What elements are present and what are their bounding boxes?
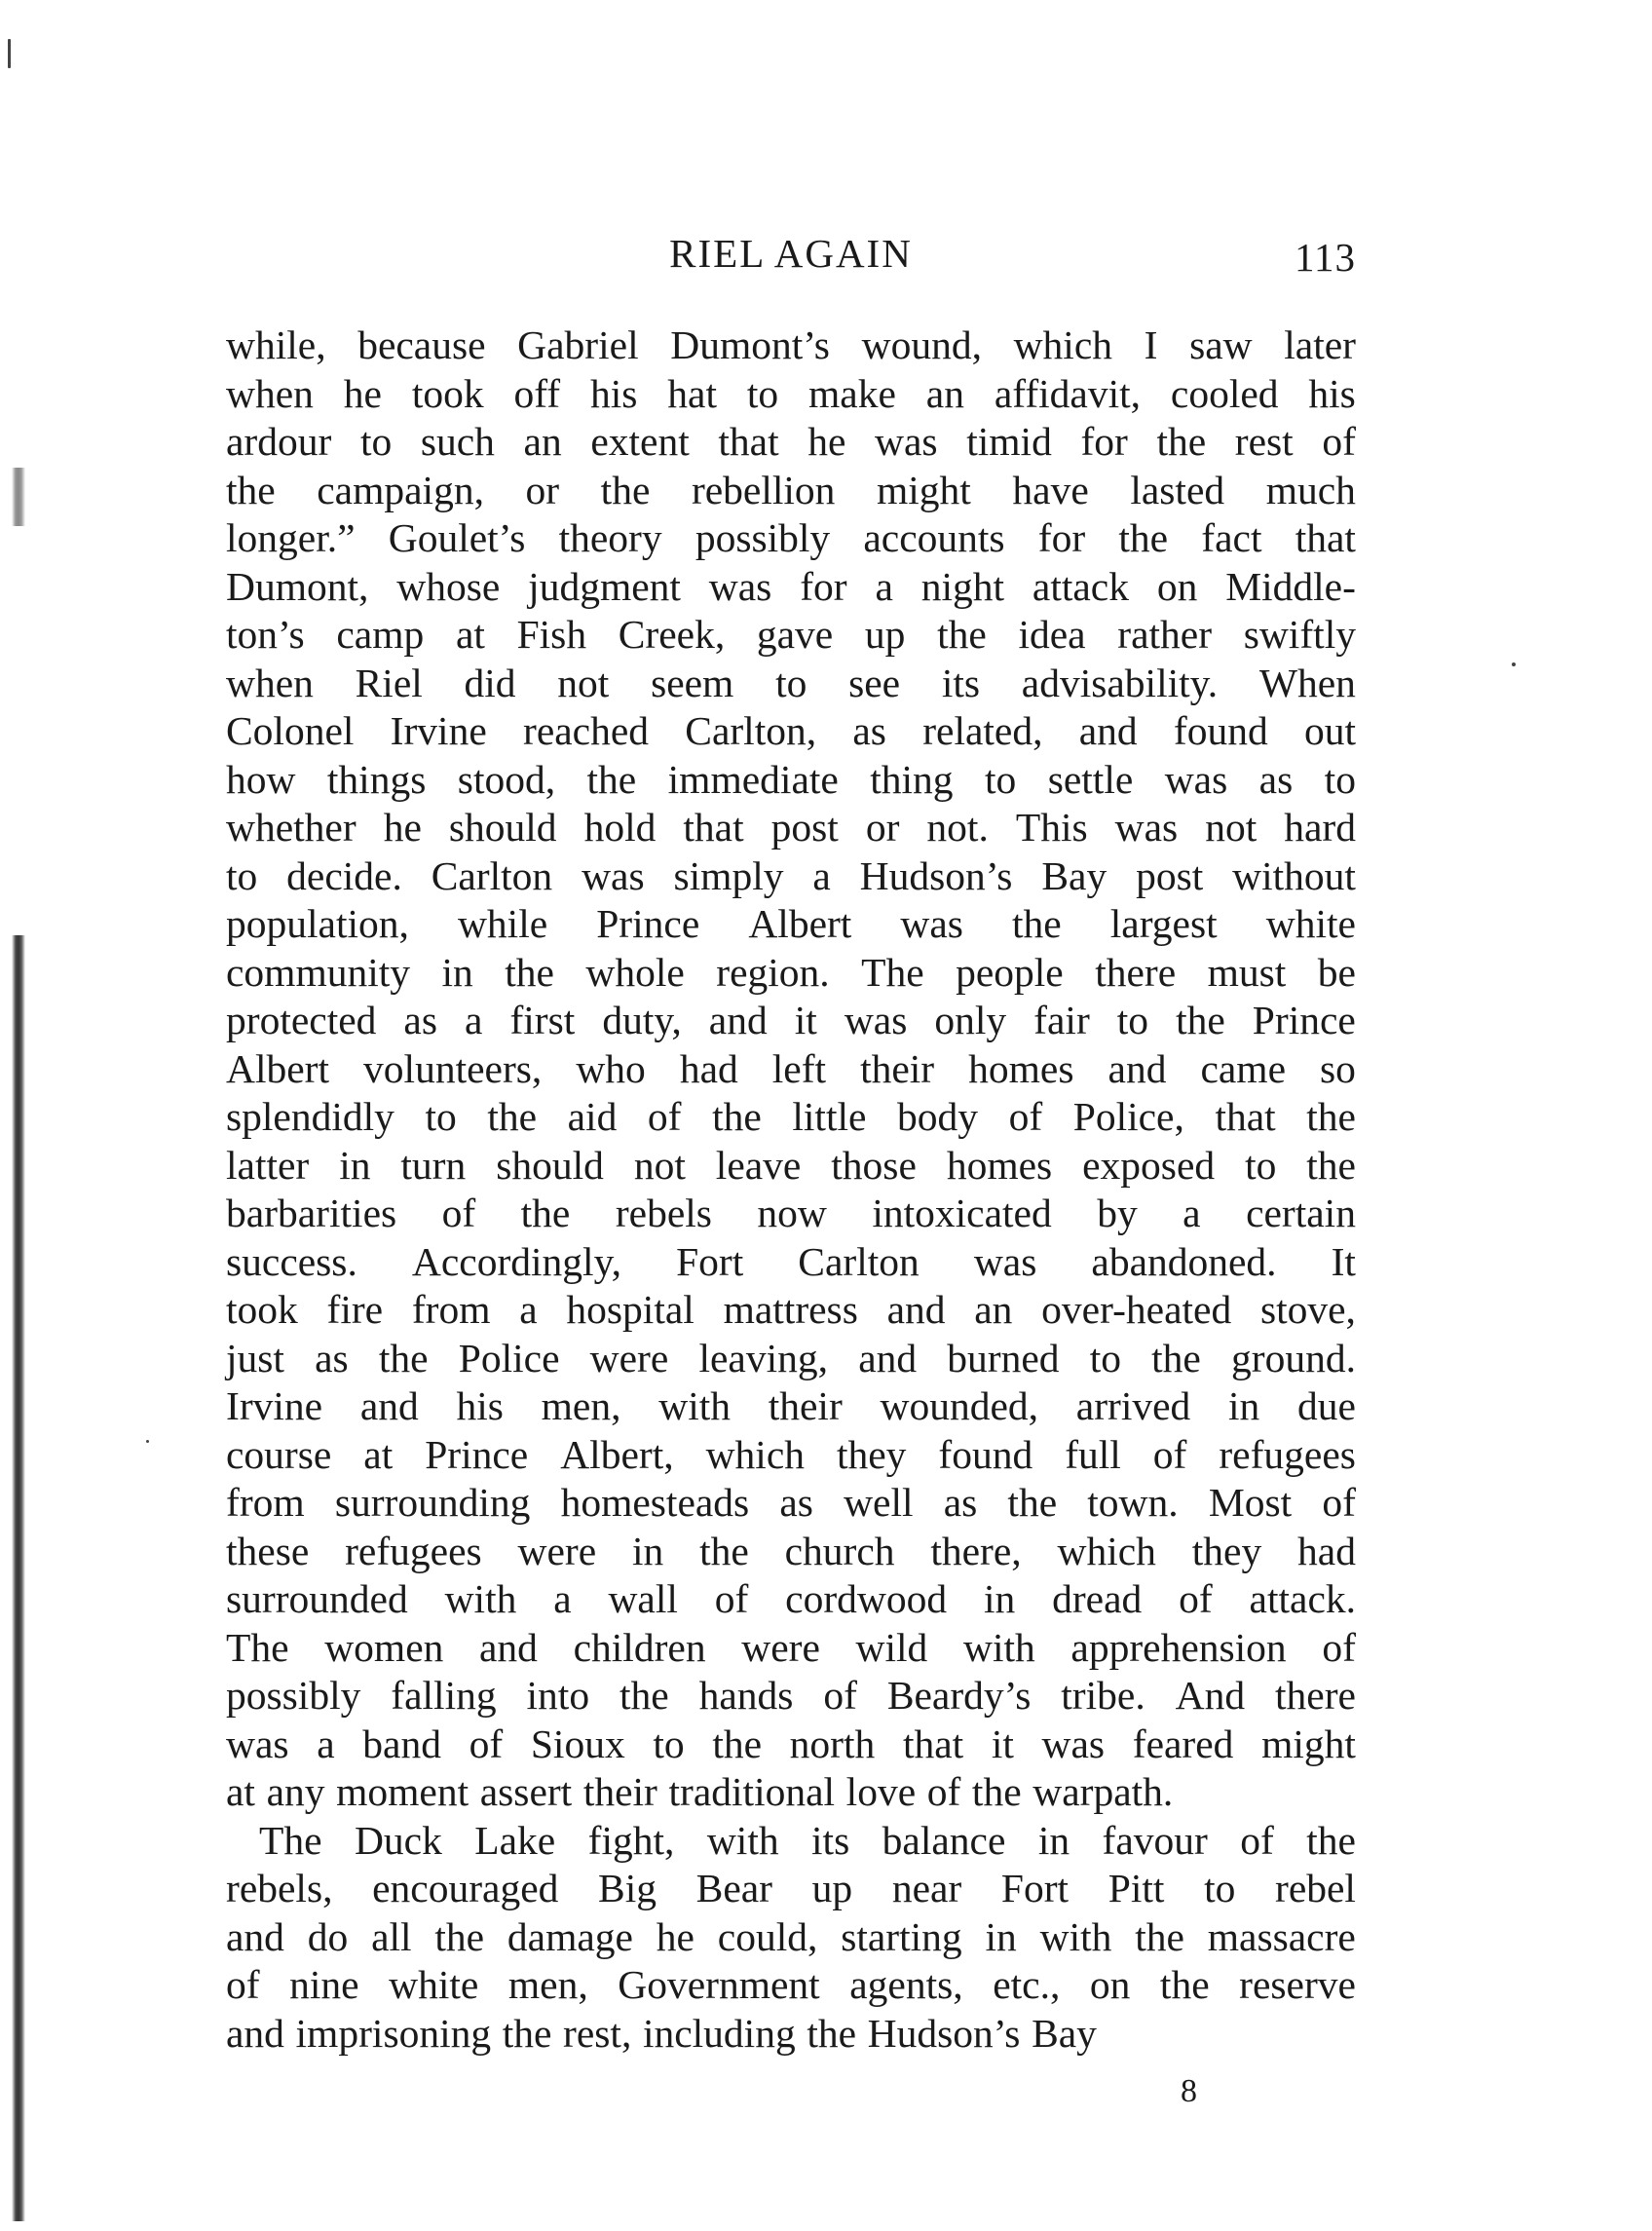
text-line: success. Accordingly, Fort Carlton was abandoned. It	[226, 1238, 1356, 1284]
text-line: these refugees were in the church there, which they had	[226, 1528, 1356, 1573]
text-line: when Riel did not seem to see its advisability. When	[226, 660, 1356, 705]
text-line: Albert volunteers, who had left their homes and came so	[226, 1045, 1356, 1091]
text-line: at any moment assert their traditional love of the warpath.	[226, 1769, 1174, 1814]
text-line: just as the Police were leaving, and burned to the ground.	[226, 1335, 1356, 1380]
scan-speck	[146, 1440, 149, 1443]
text-line: to decide. Carlton was simply a Hudson’s Bay post without	[226, 852, 1356, 898]
text-line: population, while Prince Albert was the largest white	[226, 901, 1356, 946]
text-line: course at Prince Albert, which they found full of refugees	[226, 1431, 1356, 1477]
running-title: RIEL AGAIN	[669, 231, 913, 276]
text-line: barbarities of the rebels now intoxicated by a certain	[226, 1191, 1356, 1235]
text-line: Dumont, whose judgment was for a night attack on Middle-	[226, 563, 1356, 609]
text-line: longer.” Goulet’s theory possibly accounts for the fact that	[226, 515, 1356, 560]
text-line: ton’s camp at Fish Creek, gave up the idea rather swiftly	[226, 612, 1356, 657]
text-line: splendidly to the aid of the little body of Police, that the	[226, 1094, 1356, 1139]
text-line: latter in turn should not leave those homes exposed to the	[226, 1142, 1356, 1188]
text-line: of nine white men, Government agents, etc., on the reserve	[226, 1962, 1356, 2007]
text-line: possibly falling into the hands of Beardy’s tribe. And there	[226, 1673, 1356, 1718]
scan-speck	[8, 39, 11, 68]
text-line: protected as a first duty, and it was only fair to the Prince	[226, 998, 1356, 1042]
text-line: Colonel Irvine reached Carlton, as related, and found out	[226, 708, 1356, 753]
text-line: and imprisoning the rest, including the Hudson’s Bay	[226, 2010, 1097, 2056]
text-line: when he took off his hat to make an affidavit, cooled his	[226, 370, 1356, 416]
text-line: rebels, encouraged Big Bear up near Fort Pitt to rebel	[226, 1866, 1356, 1910]
text-line: The Duck Lake fight, with its balance in favour of the	[259, 1817, 1356, 1863]
text-line: community in the whole region. The people there must be	[226, 949, 1356, 995]
text-line: ardour to such an extent that he was timid for the rest of	[226, 419, 1356, 464]
body-text	[226, 321, 1356, 2058]
binding-edge-shadow	[12, 468, 25, 526]
text-line: was a band of Sioux to the north that it was feared might	[226, 1721, 1356, 1766]
text-line: while, because Gabriel Dumont’s wound, which I saw later	[226, 322, 1356, 367]
text-line: whether he should hold that post or not. This was not hard	[226, 805, 1356, 850]
text-line: Irvine and his men, with their wounded, arrived in due	[226, 1383, 1356, 1428]
text-line: surrounded with a wall of cordwood in dread of attack.	[226, 1576, 1356, 1621]
text-line: The women and children were wild with apprehension of	[226, 1624, 1356, 1670]
text-line: the campaign, or the rebellion might have lasted much	[226, 467, 1356, 512]
scan-speck	[1512, 662, 1516, 666]
text-line: from surrounding homesteads as well as the town. Most of	[226, 1480, 1356, 1525]
page-number: 113	[1295, 235, 1356, 280]
text-line: how things stood, the immediate thing to settle was as to	[226, 756, 1356, 802]
binding-edge-shadow	[12, 935, 25, 2221]
printer-signature-mark: 8	[1181, 2073, 1197, 2109]
running-header	[226, 230, 1356, 288]
text-line: and do all the damage he could, starting in with the massacre	[226, 1913, 1356, 1959]
text-line: took fire from a hospital mattress and an over-heated stove,	[226, 1287, 1356, 1332]
